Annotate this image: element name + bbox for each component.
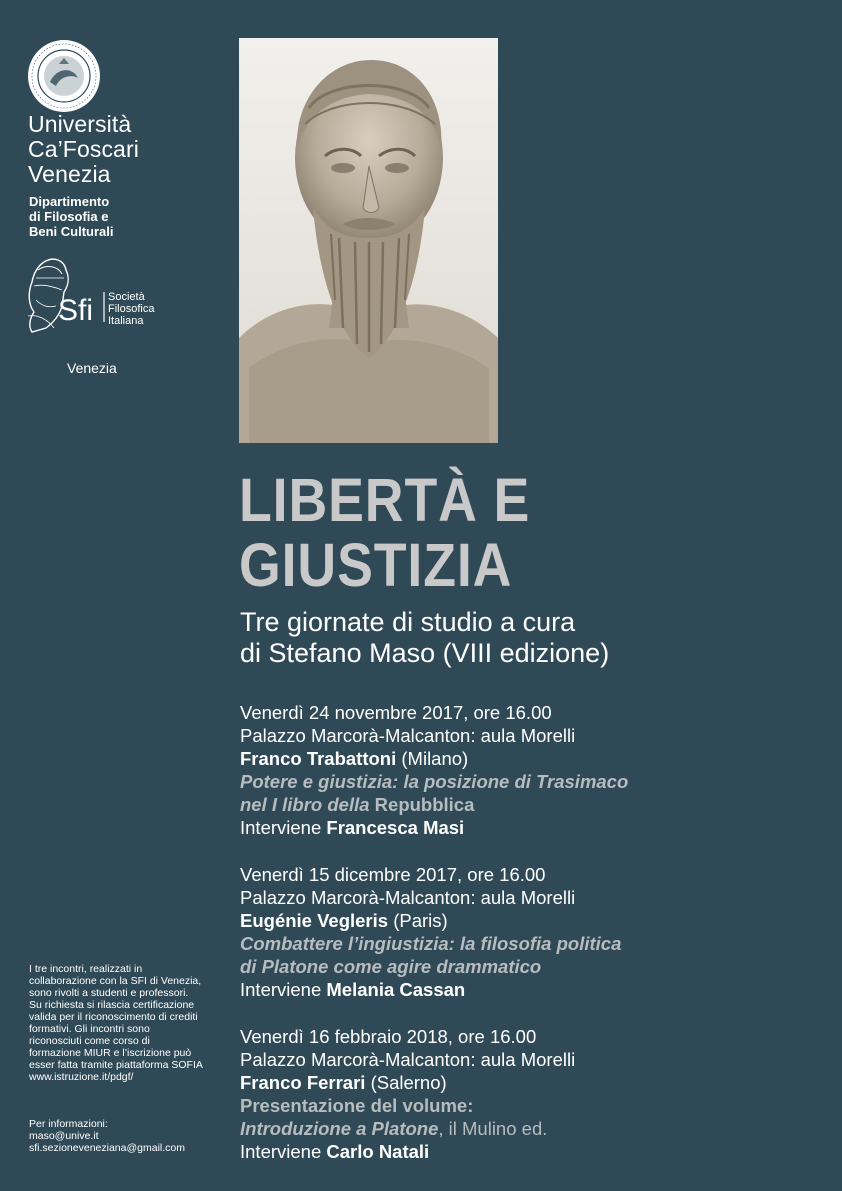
department-line: Beni Culturali [29,224,114,239]
event-place: Palazzo Marcorà-Malcanton: aula Morelli [240,887,576,908]
event-speaker-line [240,1071,720,1094]
event-speaker-city: (Paris) [388,910,448,931]
title-line: LIBERTÀ E [239,466,531,534]
university-name-line: Venezia [28,161,111,187]
university-name-line: Università [28,111,132,137]
department-name [29,194,114,239]
event-topic-line: Presentazione del volume: [240,1095,474,1116]
university-seal-icon [26,38,102,114]
contact-email[interactable]: maso@unive.it [29,1130,99,1142]
event-topic-line: Potere e giustizia: la posizione di Trasimaco [240,771,629,792]
plato-bust-photo [239,38,498,443]
event-title [239,468,530,598]
event-place: Palazzo Marcorà-Malcanton: aula Morelli [240,1049,576,1070]
event-topic-line [240,1117,720,1140]
event-place: Palazzo Marcorà-Malcanton: aula Morelli [240,725,576,746]
event-discussant: Carlo Natali [326,1141,430,1162]
event-list [240,701,720,1187]
intervenes-label: Interviene [240,979,327,1000]
event-topic-line [240,793,720,816]
intervenes-label: Interviene [240,817,327,838]
subtitle-line: di Stefano Maso (VIII edizione) [240,638,610,668]
event-discussant: Francesca Masi [326,817,465,838]
event-topic-plain: Repubblica [374,794,475,815]
university-name-line: Ca’Foscari [28,136,139,162]
event-discussant-line [240,816,720,839]
contact-block [29,1118,214,1154]
event-topic-italic: Introduzione a Platone [240,1118,439,1139]
department-line: Dipartimento [29,194,110,209]
event-discussant-line [240,1140,720,1163]
sfi-name-line: Filosofica [108,303,155,315]
sfi-abbr: Sfi [58,294,94,327]
event-speaker-line [240,747,720,770]
intervenes-label: Interviene [240,1141,327,1162]
university-name [28,112,139,187]
event-speaker: Franco Trabattoni [240,748,397,769]
plato-bust-image [239,38,498,443]
event-topic-italic: nel I libro della [240,794,375,815]
event-topic-line: di Platone come agire drammatico [240,956,542,977]
event-date: Venerdì 16 febbraio 2018, ore 16.00 [240,1026,537,1047]
title-line: GIUSTIZIA [239,531,513,599]
event-speaker: Franco Ferrari [240,1072,366,1093]
event-speaker: Eugénie Vegleris [240,910,389,931]
contact-email[interactable]: sfi.sezioneveneziana@gmail.com [29,1142,185,1154]
sfi-name-line: Italiana [108,315,144,327]
event-topic-line: Combattere l’ingiustizia: la filosofia politica [240,933,622,954]
sidebar [0,0,220,1191]
event-date: Venerdì 15 dicembre 2017, ore 16.00 [240,864,546,885]
event-item [240,863,720,1001]
subtitle-line: Tre giornate di studio a cura [240,607,576,637]
event-subtitle [240,607,609,669]
sfi-logo [24,256,164,338]
event-speaker-city: (Salerno) [365,1072,447,1093]
event-speaker-line [240,909,720,932]
event-topic-plain: , il Mulino ed. [438,1118,548,1139]
event-discussant: Melania Cassan [326,979,466,1000]
sfi-city: Venezia [67,360,117,376]
sfi-name-line: Società [108,291,145,303]
event-item [240,701,720,839]
contact-label: Per informazioni: [29,1118,108,1130]
department-line: di Filosofia e [29,209,109,224]
event-date: Venerdì 24 novembre 2017, ore 16.00 [240,702,552,723]
info-note: I tre incontri, realizzati in collaborazione con la SFI di Venezia, sono rivolti a studenti e professori. Su richiesta si rilascia certificazione valida per il riconoscimento di crediti formativi. Gli incontri sono riconosciuti come corso di formazione MIUR e l’iscrizione può esser fatta tramite piattaforma SOFIA www.istruzione.it/pdgf/ [29,963,203,1083]
event-speaker-city: (Milano) [396,748,469,769]
event-discussant-line [240,978,720,1001]
event-item [240,1025,720,1163]
